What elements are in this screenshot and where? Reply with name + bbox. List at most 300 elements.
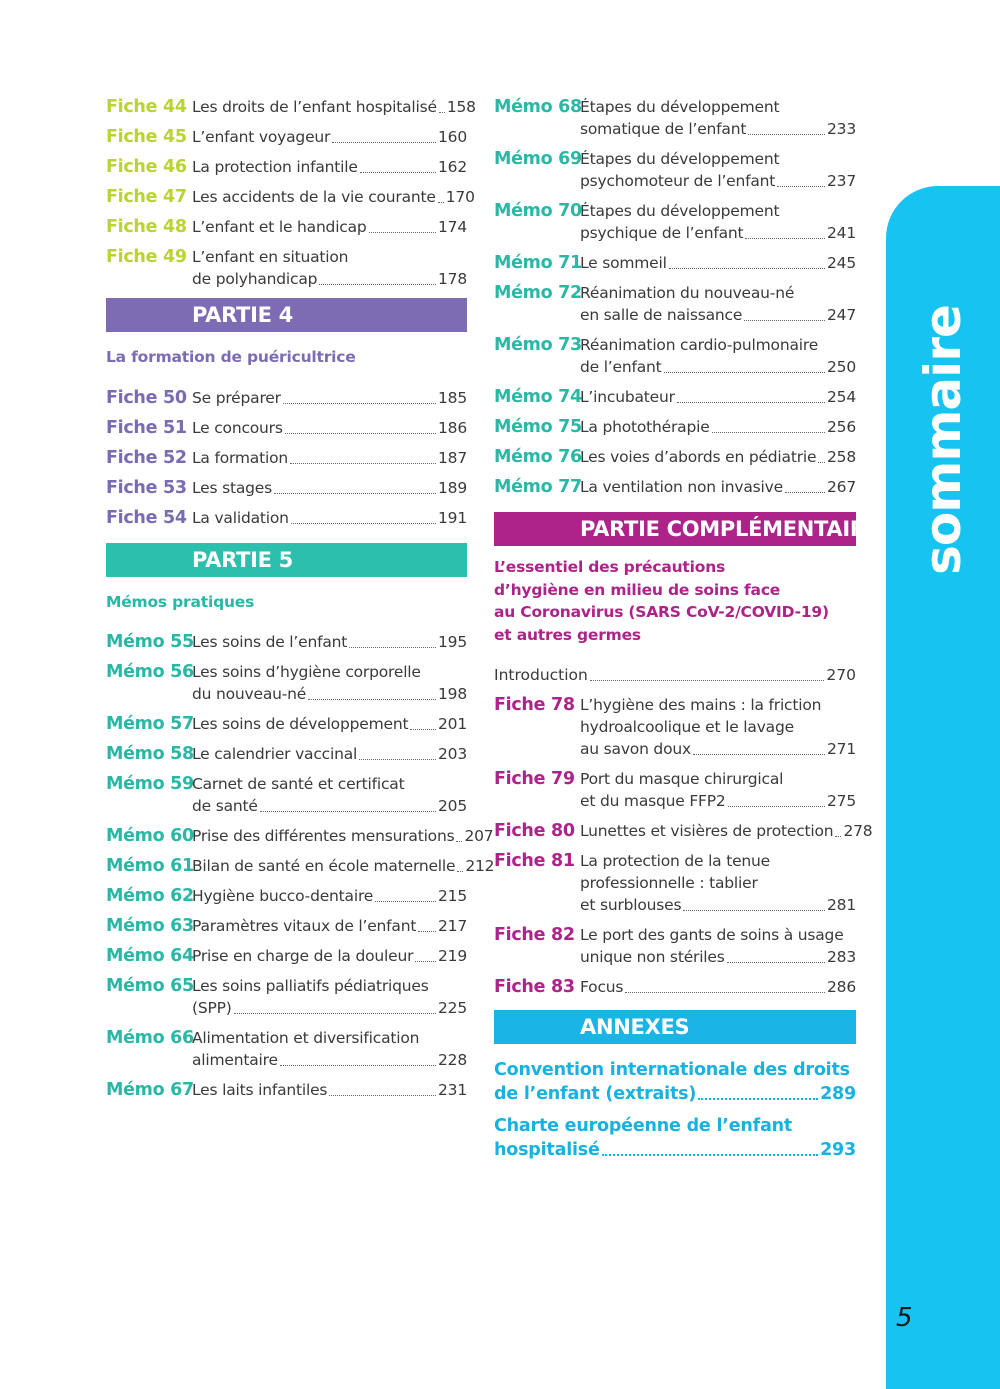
entry-title: Les soins de développement <box>192 715 409 733</box>
entry-title: La formation <box>192 448 288 467</box>
entry-code: Fiche 83 <box>494 977 575 997</box>
entry-title: Hygiène bucco-dentaire <box>192 887 374 905</box>
entry-last-line <box>192 915 467 937</box>
toc-entry[interactable] <box>106 713 467 735</box>
entry-text <box>580 200 856 244</box>
entry-title: Se préparer <box>192 388 281 407</box>
leader-dots <box>332 142 436 143</box>
entry-last-line <box>192 268 467 290</box>
entry-title: psychomoteur de l’enfant <box>580 172 776 190</box>
entry-code: Fiche 52 <box>106 447 187 468</box>
leader-dots <box>418 931 436 932</box>
memos-68-77-list <box>494 96 856 498</box>
toc-entry[interactable] <box>106 773 467 817</box>
entry-code: Mémo 74 <box>494 387 582 407</box>
entry-code: Mémo 69 <box>494 149 582 169</box>
leader-dots <box>308 699 436 700</box>
subtitle-line: et autres germes <box>494 625 641 644</box>
entry-code: Mémo 75 <box>494 417 582 437</box>
toc-entry[interactable] <box>494 768 856 812</box>
entry-text <box>192 855 495 877</box>
entry-last-line <box>580 304 856 326</box>
entry-page: 186 <box>438 418 467 437</box>
annexes-list <box>494 1058 856 1162</box>
leader-dots <box>260 811 436 812</box>
entry-last-line <box>580 446 856 468</box>
toc-entry[interactable] <box>106 447 467 469</box>
toc-entry[interactable] <box>106 661 467 705</box>
entry-code: Fiche 50 <box>106 387 187 408</box>
entry-title: Le sommeil <box>580 254 667 272</box>
entry-text <box>192 773 467 817</box>
toc-entry[interactable] <box>106 96 476 118</box>
entry-page: 281 <box>827 896 856 914</box>
toc-entry[interactable] <box>106 885 467 907</box>
entry-page: 207 <box>464 827 494 845</box>
entry-text <box>580 282 856 326</box>
entry-title: L’enfant voyageur <box>192 128 331 146</box>
entry-page: 233 <box>827 120 856 138</box>
toc-entry[interactable] <box>494 820 873 842</box>
toc-entry[interactable] <box>106 945 467 967</box>
entry-last-line <box>580 946 856 968</box>
entry-title: Les stages <box>192 478 273 497</box>
entry-last-line <box>580 416 856 438</box>
entry-title: Focus <box>580 978 624 996</box>
toc-entry[interactable] <box>106 825 494 847</box>
entry-last-line <box>192 156 467 178</box>
entry-code: Fiche 49 <box>106 247 187 267</box>
fiches-78-83-list <box>494 694 873 998</box>
entry-text <box>192 447 467 469</box>
toc-entry[interactable] <box>494 252 856 274</box>
entry-text <box>580 148 856 192</box>
entry-code: Mémo 65 <box>106 976 194 996</box>
entry-title-line: Les soins d’hygiène corporelle <box>192 663 421 681</box>
entry-title: Bilan de santé en école maternelle <box>192 857 456 875</box>
leader-dots <box>369 232 436 233</box>
entry-page: 162 <box>438 158 467 176</box>
toc-entry[interactable] <box>494 200 856 244</box>
entry-page: 271 <box>827 740 856 758</box>
entry-text <box>192 631 467 653</box>
leader-dots <box>360 172 436 173</box>
entry-title-line: Étapes du développement <box>580 150 780 168</box>
leader-dots <box>283 403 436 404</box>
entry-text <box>192 825 494 847</box>
entry-title-line: Le port des gants de soins à usage <box>580 926 844 944</box>
entry-page: 201 <box>438 715 467 733</box>
annexe-page: 289 <box>820 1084 856 1104</box>
entry-page: 286 <box>827 978 856 996</box>
toc-entry[interactable] <box>494 334 856 378</box>
entry-title: Le calendrier vaccinal <box>192 745 358 763</box>
entry-text <box>580 416 856 438</box>
entry-code: Fiche 46 <box>106 157 187 177</box>
entry-last-line <box>580 976 856 998</box>
leader-dots <box>375 901 436 902</box>
annexe-last-line <box>494 1082 856 1106</box>
entry-page: 217 <box>438 917 467 935</box>
leader-dots <box>669 268 825 269</box>
toc-entry[interactable] <box>106 126 467 148</box>
entry-code: Mémo 73 <box>494 335 582 355</box>
entry-code: Fiche 47 <box>106 187 187 207</box>
toc-right-column <box>494 96 880 1170</box>
entry-page: 254 <box>827 388 856 406</box>
entry-last-line <box>580 252 856 274</box>
subtitle-line: d’hygiène en milieu de soins face <box>494 580 781 599</box>
entry-code: Mémo 56 <box>106 662 194 682</box>
toc-entry[interactable] <box>106 477 467 499</box>
entry-page: 258 <box>827 448 856 466</box>
entry-text <box>192 661 467 705</box>
entry-last-line <box>580 790 856 812</box>
leader-dots <box>319 284 436 285</box>
entry-code: Fiche 80 <box>494 821 575 841</box>
entry-title: L’incubateur <box>580 388 675 406</box>
toc-entry[interactable] <box>494 148 856 192</box>
entry-text <box>192 1027 467 1071</box>
entry-text <box>192 96 476 118</box>
toc-entry[interactable] <box>106 156 467 178</box>
leader-dots <box>625 992 825 993</box>
entry-page: 205 <box>438 797 467 815</box>
entry-page: 158 <box>446 98 476 116</box>
leader-dots <box>290 463 436 464</box>
toc-entry[interactable] <box>106 216 467 238</box>
entry-title: en salle de naissance <box>580 306 743 324</box>
annexe-title-line: Convention internationale des droits <box>494 1060 850 1080</box>
entry-title: psychique de l’enfant <box>580 224 744 242</box>
entry-title-line: Alimentation et diversification <box>192 1029 420 1047</box>
entry-title: L’enfant et le handicap <box>192 218 367 236</box>
entry-code: Mémo 55 <box>106 632 194 652</box>
leader-dots <box>777 186 825 187</box>
entry-title: La protection infantile <box>192 158 358 176</box>
leader-dots <box>664 372 825 373</box>
entry-title: somatique de l’enfant <box>580 120 747 138</box>
entry-text <box>192 156 467 178</box>
entry-text <box>580 386 856 408</box>
entry-last-line <box>192 186 475 208</box>
entry-text <box>580 820 873 842</box>
toc-entry[interactable] <box>494 924 856 968</box>
entry-title: Lunettes et visières de protection <box>580 822 834 840</box>
toc-entry[interactable] <box>106 975 467 1019</box>
entry-text <box>192 216 467 238</box>
entry-last-line <box>580 170 856 192</box>
sommaire-tab-label: sommaire <box>914 305 972 575</box>
entry-page: 219 <box>438 947 467 965</box>
entry-title: de l’enfant <box>580 358 662 376</box>
leader-dots <box>744 320 825 321</box>
entry-title: La validation <box>192 508 289 527</box>
entry-title: de polyhandicap <box>192 270 318 288</box>
entry-title: alimentaire <box>192 1051 278 1069</box>
toc-introduction-entry[interactable] <box>494 664 856 686</box>
leader-dots <box>745 238 825 239</box>
entry-text <box>580 476 856 498</box>
toc-entry[interactable] <box>106 246 467 290</box>
entry-text <box>192 885 467 907</box>
entry-page: 189 <box>438 478 467 497</box>
toc-entry[interactable] <box>106 855 495 877</box>
leader-dots <box>329 1095 436 1096</box>
entry-title-line: Réanimation cardio-pulmonaire <box>580 336 819 354</box>
entry-last-line <box>192 743 467 765</box>
entry-page: 275 <box>827 792 856 810</box>
fiches-44-49-list <box>106 96 476 290</box>
entry-page: 178 <box>438 270 467 288</box>
entry-last-line <box>192 945 467 967</box>
entry-code: Mémo 68 <box>494 97 582 117</box>
toc-left-column <box>106 96 495 1109</box>
entry-last-line <box>192 825 494 847</box>
entry-last-line <box>580 476 856 498</box>
partie-4-banner: PARTIE 4 <box>106 298 467 332</box>
entry-code: Fiche 54 <box>106 507 187 528</box>
entry-code: Mémo 71 <box>494 253 582 273</box>
toc-entry[interactable] <box>106 186 475 208</box>
toc-entry[interactable] <box>106 915 467 937</box>
entry-code: Mémo 57 <box>106 714 194 734</box>
entry-last-line <box>580 738 856 760</box>
leader-dots <box>728 806 825 807</box>
entry-last-line <box>192 683 467 705</box>
leader-dots <box>291 523 436 524</box>
entry-last-line <box>580 894 856 916</box>
entry-page: 278 <box>843 822 873 840</box>
leader-dots <box>410 729 436 730</box>
partie-4-subtitle: La formation de puéricultrice <box>106 348 356 366</box>
leader-dots <box>280 1065 436 1066</box>
entry-text <box>580 850 856 916</box>
annexe-last-line <box>494 1138 856 1162</box>
entry-code: Fiche 44 <box>106 97 187 117</box>
entry-title-line: professionnelle : tablier <box>580 874 758 892</box>
toc-entry[interactable] <box>106 387 467 409</box>
entry-last-line <box>192 631 467 653</box>
entry-code: Mémo 59 <box>106 774 194 794</box>
toc-entry[interactable] <box>494 694 856 760</box>
entry-page: 283 <box>827 948 856 966</box>
entry-title: Les voies d’abords en pédiatrie <box>580 448 817 466</box>
partie-complementaire-banner: PARTIE COMPLÉMENTAIRE <box>494 512 856 546</box>
entry-last-line <box>192 855 495 877</box>
annexe-title: de l’enfant (extraits) <box>494 1084 697 1104</box>
entry-page: 198 <box>438 685 467 703</box>
annexe-page: 293 <box>820 1140 856 1160</box>
entry-title: Prise en charge de la douleur <box>192 947 414 965</box>
leader-dots <box>274 493 436 494</box>
entry-page: 212 <box>465 857 495 875</box>
entry-title: Le concours <box>192 418 283 437</box>
entry-page: 256 <box>827 418 856 436</box>
entry-title: de santé <box>192 797 258 815</box>
entry-code: Fiche 79 <box>494 769 575 789</box>
entry-text <box>580 334 856 378</box>
toc-entry[interactable] <box>494 282 856 326</box>
entry-title: La photothérapie <box>580 418 710 436</box>
leader-dots <box>234 1013 436 1014</box>
entry-page: 195 <box>438 633 467 651</box>
entry-title: Prise des différentes mensurations <box>192 827 455 845</box>
entry-title: Les accidents de la vie courante <box>192 188 436 206</box>
entry-last-line <box>192 477 467 499</box>
entry-code: Mémo 77 <box>494 477 582 497</box>
memos-55-67-list <box>106 631 495 1101</box>
entry-last-line <box>580 386 856 408</box>
entry-title: au savon doux <box>580 740 691 758</box>
entry-last-line <box>580 356 856 378</box>
entry-title: (SPP) <box>192 999 232 1017</box>
entry-page: 231 <box>438 1081 467 1099</box>
entry-title: et du masque FFP2 <box>580 792 726 810</box>
annexe-entry[interactable] <box>494 1114 856 1162</box>
entry-last-line <box>192 387 467 409</box>
entry-text <box>580 446 856 468</box>
entry-last-line <box>192 447 467 469</box>
entry-title: unique non stériles <box>580 948 725 966</box>
leader-dots <box>698 1098 818 1100</box>
entry-code: Mémo 61 <box>106 856 194 876</box>
entry-code: Mémo 62 <box>106 886 194 906</box>
entry-text <box>192 507 467 529</box>
toc-entry[interactable] <box>494 416 856 438</box>
entry-code: Mémo 76 <box>494 447 582 467</box>
entry-title: Les droits de l’enfant hospitalisé <box>192 98 437 116</box>
entry-last-line <box>192 1049 467 1071</box>
entry-page: 160 <box>438 128 467 146</box>
entry-last-line <box>192 126 467 148</box>
entry-code: Mémo 67 <box>106 1080 194 1100</box>
annexes-banner: ANNEXES <box>494 1010 856 1044</box>
entry-page: 237 <box>827 172 856 190</box>
entry-last-line <box>580 820 873 842</box>
entry-page: 225 <box>438 999 467 1017</box>
entry-page: 247 <box>827 306 856 324</box>
entry-title-line: Étapes du développement <box>580 202 780 220</box>
toc-entry[interactable] <box>494 386 856 408</box>
toc-entry[interactable] <box>106 631 467 653</box>
toc-entry[interactable] <box>106 417 467 439</box>
entry-page: 215 <box>438 887 467 905</box>
entry-page: 241 <box>827 224 856 242</box>
leader-dots <box>456 841 462 842</box>
entry-text <box>192 945 467 967</box>
entry-text <box>192 975 467 1019</box>
entry-last-line <box>192 507 467 529</box>
leader-dots <box>683 910 825 911</box>
entry-title-line: Carnet de santé et certificat <box>192 775 405 793</box>
entry-text <box>192 713 467 735</box>
entry-text <box>580 924 856 968</box>
entry-last-line <box>192 216 467 238</box>
partie-5-banner: PARTIE 5 <box>106 543 467 577</box>
toc-entry[interactable] <box>106 1079 467 1101</box>
leader-dots <box>602 1154 818 1156</box>
leader-dots <box>415 961 436 962</box>
entry-page: 267 <box>827 478 856 496</box>
toc-entry[interactable] <box>494 976 856 998</box>
leader-dots <box>457 871 463 872</box>
annexe-title: hospitalisé <box>494 1140 600 1160</box>
entry-text <box>192 417 467 439</box>
leader-dots <box>727 962 825 963</box>
entry-page: 270 <box>826 666 856 684</box>
entry-last-line <box>580 222 856 244</box>
entry-title-line: Étapes du développement <box>580 98 780 116</box>
entry-title: La ventilation non invasive <box>580 478 783 496</box>
entry-title: Paramètres vitaux de l’enfant <box>192 917 417 935</box>
fiches-50-54-list <box>106 387 467 529</box>
leader-dots <box>693 754 825 755</box>
entry-page: 187 <box>438 448 467 467</box>
entry-text <box>580 96 856 140</box>
entry-page: 245 <box>827 254 856 272</box>
entry-code: Mémo 72 <box>494 283 582 303</box>
entry-text <box>580 768 856 812</box>
entry-last-line <box>192 96 476 118</box>
entry-title-line: Port du masque chirurgical <box>580 770 784 788</box>
leader-dots <box>438 202 444 203</box>
leader-dots <box>785 492 825 493</box>
entry-code: Mémo 64 <box>106 946 194 966</box>
entry-last-line <box>192 1079 467 1101</box>
entry-page: 191 <box>438 508 467 527</box>
entry-code: Mémo 63 <box>106 916 194 936</box>
entry-title-line: hydroalcoolique et le lavage <box>580 718 794 736</box>
entry-page: 174 <box>438 218 467 236</box>
toc-entry[interactable] <box>106 1027 467 1071</box>
entry-last-line <box>192 417 467 439</box>
leader-dots <box>677 402 825 403</box>
subtitle-line: L’essentiel des précautions <box>494 558 726 576</box>
toc-entry[interactable] <box>494 476 856 498</box>
toc-entry[interactable] <box>106 743 467 765</box>
leader-dots <box>590 680 825 681</box>
leader-dots <box>439 112 445 113</box>
leader-dots <box>285 433 436 434</box>
entry-page: 170 <box>445 188 475 206</box>
entry-code: Fiche 48 <box>106 217 187 237</box>
entry-text <box>580 252 856 274</box>
toc-entry[interactable] <box>494 446 856 468</box>
toc-entry[interactable] <box>494 96 856 140</box>
entry-page: 203 <box>438 745 467 763</box>
entry-title-line: Les soins palliatifs pédiatriques <box>192 977 429 995</box>
entry-title: Les soins de l’enfant <box>192 633 348 651</box>
entry-text <box>192 477 467 499</box>
leader-dots <box>818 462 825 463</box>
entry-code: Mémo 60 <box>106 826 194 846</box>
entry-text <box>192 126 467 148</box>
entry-title-line: La protection de la tenue <box>580 852 770 870</box>
entry-code: Mémo 66 <box>106 1028 194 1048</box>
entry-code: Mémo 70 <box>494 201 582 221</box>
entry-text <box>192 387 467 409</box>
entry-title: et surblouses <box>580 896 682 914</box>
entry-page: 228 <box>438 1051 467 1069</box>
entry-last-line <box>192 795 467 817</box>
annexe-entry[interactable] <box>494 1058 856 1106</box>
entry-title: Les laits infantiles <box>192 1081 328 1099</box>
entry-text <box>580 694 856 760</box>
toc-entry[interactable] <box>494 850 856 916</box>
toc-entry[interactable] <box>106 507 467 529</box>
entry-code: Fiche 78 <box>494 695 575 715</box>
